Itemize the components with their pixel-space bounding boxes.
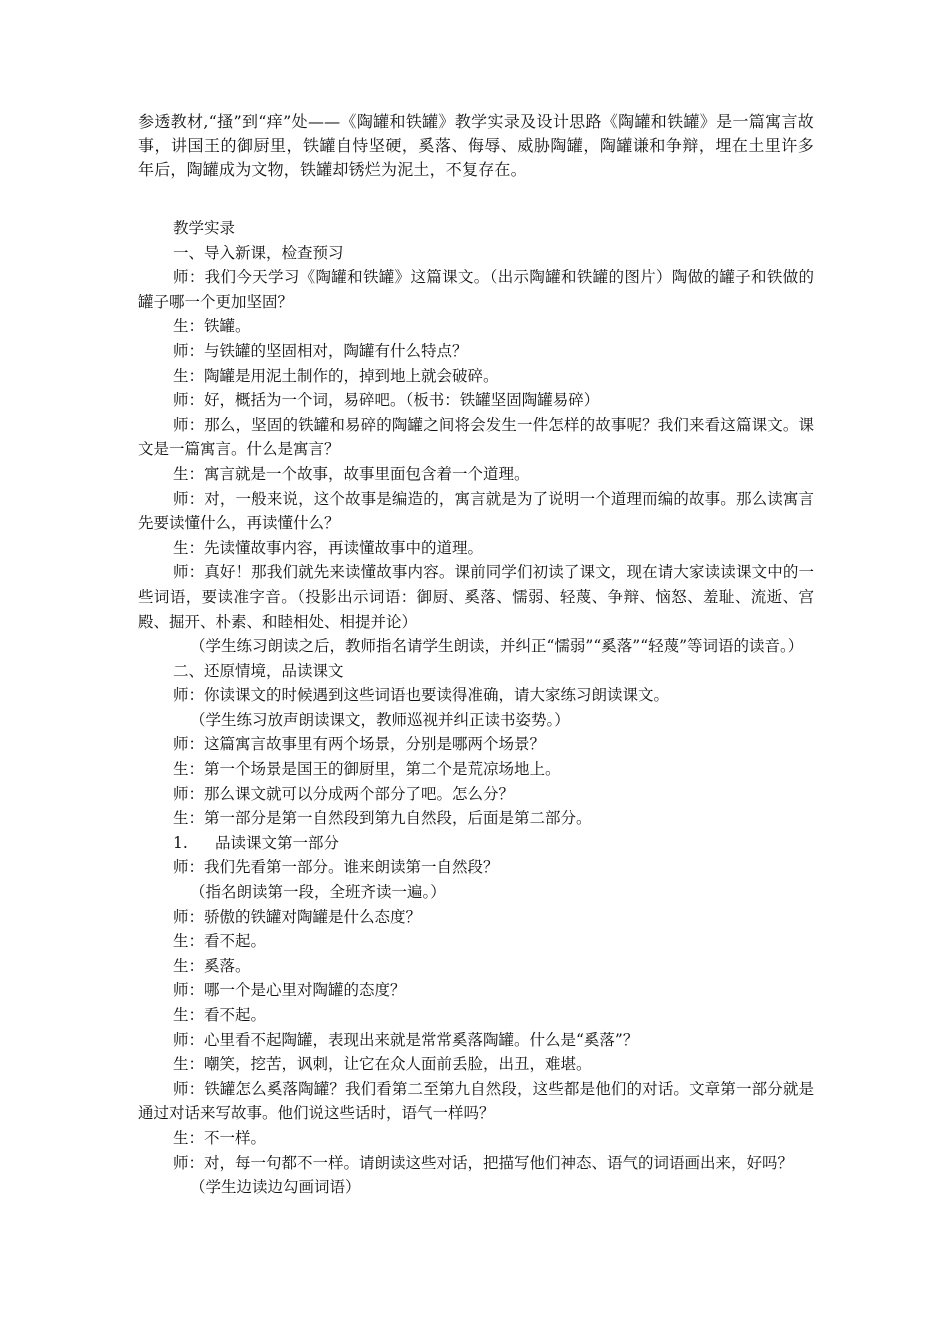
dialogue-line: 生：寓言就是一个故事，故事里面包含着一个道理。: [173, 464, 530, 483]
stage-note: （指名朗读第一段，全班齐读一遍。）: [190, 883, 446, 902]
dialogue-line: 师：好，概括为一个词，易碎吧。（板书：铁罐坚固陶罐易碎）: [173, 391, 600, 410]
dialogue-line: 生：嘲笑，挖苦，讽刺，让它在众人面前丢脸，出丑，难堪。: [173, 1055, 592, 1074]
list-number: 1.: [173, 833, 188, 852]
numbered-heading: [138, 831, 814, 856]
dialogue-line: 生：铁罐。: [173, 317, 251, 336]
dialogue-line: 生：看不起。: [173, 932, 267, 951]
dialogue-line: 师：骄傲的铁罐对陶罐是什么态度？: [173, 907, 422, 926]
list-heading-text: 品读课文第一部分: [215, 833, 340, 852]
paragraph-gap: [138, 182, 814, 216]
stage-note: （学生边读边勾画词语）: [190, 1178, 361, 1197]
section-title: 教学实录: [173, 219, 236, 237]
dialogue-line: 生：第一个场景是国王的御厨里，第二个是荒凉场地上。: [173, 760, 561, 779]
dialogue-line: 师：你读课文的时候遇到这些词语也要读得准确，请大家练习朗读课文。: [173, 686, 670, 705]
dialogue-line: 师：那么，坚固的铁罐和易碎的陶罐之间将会发生一件怎样的故事呢？我们来看这篇课文。课文是一篇寓言。什么是寓言？: [138, 415, 814, 459]
dialogue-line: 师：哪一个是心里对陶罐的态度？: [173, 981, 406, 1000]
heading-2: 二、还原情境，品读课文: [173, 661, 344, 680]
dialogue-line: 师：铁罐怎么奚落陶罐？我们看第二至第九自然段，这些都是他们的对话。文章第一部分就是通过对话来写故事。他们说这些话时，语气一样吗？: [138, 1079, 814, 1123]
dialogue-line: 师：那么课文就可以分成两个部分了吧。怎么分？: [173, 784, 515, 803]
dialogue-line: 师：与铁罐的坚固相对，陶罐有什么特点？: [173, 341, 468, 360]
dialogue-line: 师：对，一般来说，这个故事是编造的，寓言就是为了说明一个道理而编的故事。那么读寓言先要读懂什么，再读懂什么？: [138, 489, 814, 533]
dialogue-line: 师：心里看不起陶罐，表现出来就是常常奚落陶罐。什么是“奚落”？: [173, 1030, 639, 1049]
stage-note: （学生练习放声朗读课文，教师巡视并纠正读书姿势。）: [190, 710, 570, 729]
dialogue-line: 师：我们先看第一部分。谁来朗读第一自然段？: [173, 858, 499, 877]
dialogue-line: 生：第一部分是第一自然段到第九自然段，后面是第二部分。: [173, 809, 592, 828]
dialogue-line: 生：看不起。: [173, 1006, 267, 1024]
dialogue-line: 生：先读懂故事内容，再读懂故事中的道理。: [173, 538, 484, 557]
intro-paragraph: 参透教材,“搔”到“痒”处——《陶罐和铁罐》教学实录及设计思路《陶罐和铁罐》是一篇寓言故事，讲国王的御厨里，铁罐自恃坚硬，奚落、侮辱、威胁陶罐，陶罐谦和争辩，埋在土里许多年后，陶罐成为文物，铁罐却锈烂为泥土，不复存在。: [138, 112, 814, 179]
dialogue-line: 生：陶罐是用泥土制作的，掉到地上就会破碎。: [173, 366, 499, 385]
heading-1: 一、导入新课，检查预习: [173, 243, 344, 262]
stage-note: （学生练习朗读之后，教师指名请学生朗读，并纠正“懦弱”“奚落”“轻蔑”等词语的读音。）: [190, 637, 804, 656]
dialogue-line: 师：我们今天学习《陶罐和铁罐》这篇课文。（出示陶罐和铁罐的图片）陶做的罐子和铁做的罐子哪一个更加坚固？: [138, 268, 814, 311]
dialogue-line: 师：真好！那我们就先来读懂故事内容。课前同学们初读了课文，现在请大家读读课文中的一些词语，要读准字音。（投影出示词语：御厨、奚落、懦弱、轻蔑、争辩、恼怒、羞耻、流逝、宫殿、掘开、朴素、和睦相处、相提并论）: [138, 563, 814, 631]
document-page: [138, 110, 814, 1200]
dialogue-line: 生：不一样。: [173, 1128, 267, 1147]
dialogue-line: 生：奚落。: [173, 956, 251, 975]
dialogue-line: 师：这篇寓言故事里有两个场景，分别是哪两个场景？: [173, 735, 546, 754]
dialogue-line: 师：对，每一句都不一样。请朗读这些对话，把描写他们神态、语气的词语画出来，好吗？: [173, 1153, 794, 1172]
